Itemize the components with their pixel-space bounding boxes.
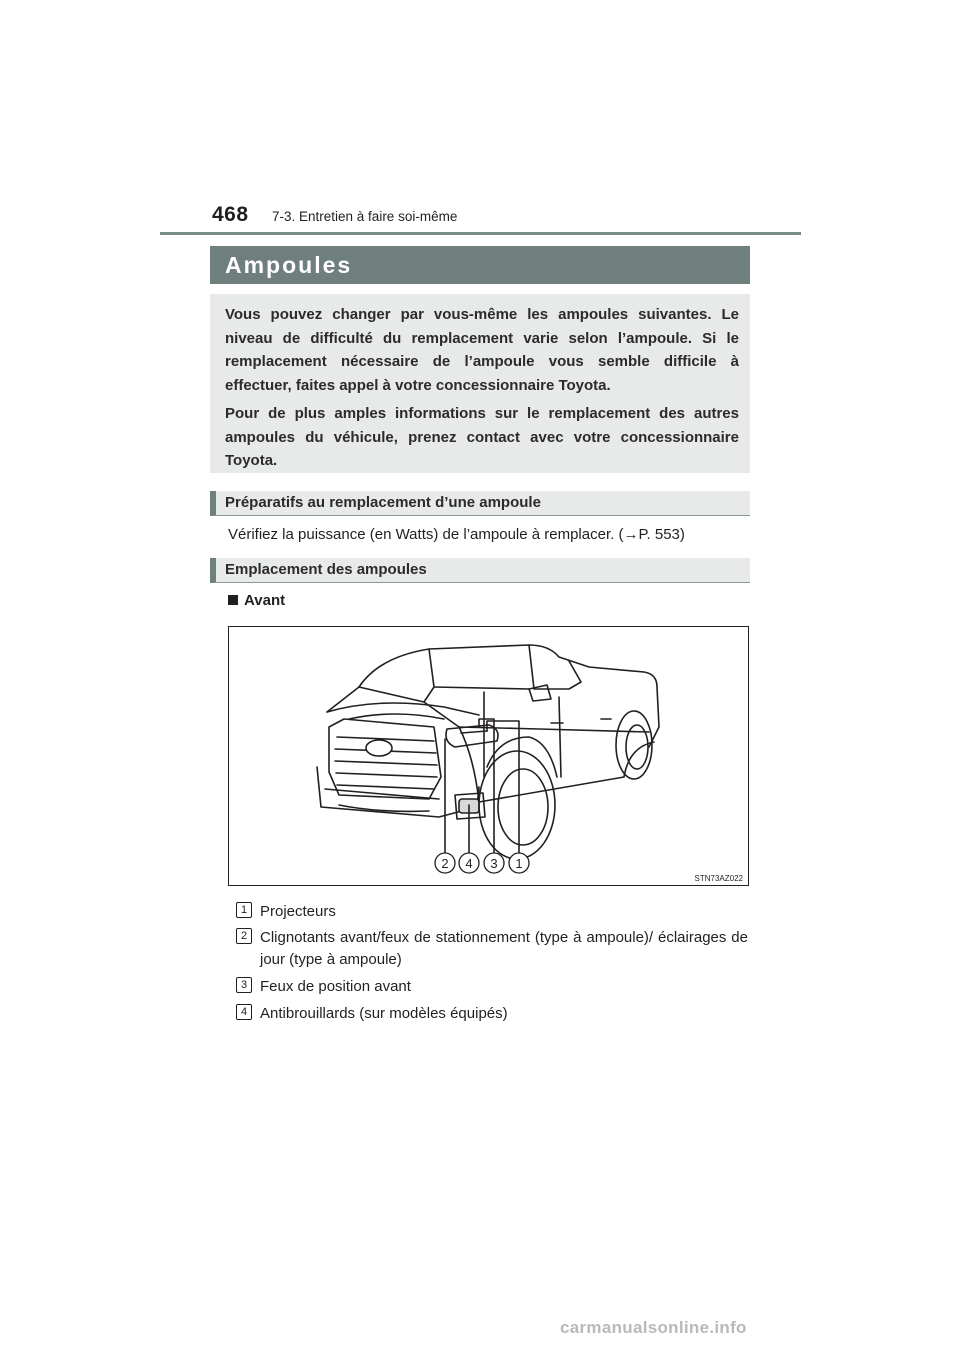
legend-item-headlights: Projecteurs [260,903,336,920]
page-number: 468 [212,203,249,226]
callout-numbers [435,853,529,873]
legend-number-badge: 3 [236,977,252,993]
intro-paragraph-1: Vous pouvez changer par vous-même les ampoules suivantes. Le niveau de difficulté du remplacement varie selon l’ampoule. Si le remplacement nécessaire de l’ampoule vous semble difficile à effectuer, faites appel à votre concessionnaire Toyota. [225,306,739,394]
legend-item-position-lights: Feux de position avant [260,978,411,995]
legend-number-badge: 4 [236,1004,252,1020]
callout-number: 1 [515,856,523,871]
preparation-text: Vérifiez la puissance (en Watts) de l’ampoule à remplacer. (→P. 553) [228,526,685,543]
legend-item-turn-signals: Clignotants avant/feux de stationnement (type à ampoule)/ éclairages de jour (type à ampoule) [260,929,748,968]
page-title: Ampoules [210,246,750,284]
callout-number: 4 [465,856,473,871]
watermark: carmanualsonline.info [560,1318,747,1337]
intro-paragraph-2: Pour de plus amples informations sur le remplacement des autres ampoules du véhicule, prenez contact avec votre concessionnaire Toyota. [225,405,739,469]
section-header: 7-3. Entretien à faire soi-même [272,209,458,224]
truck-front-figure [228,626,749,886]
callout-number: 2 [441,856,449,871]
intro-box [210,294,750,473]
preparation-heading: Préparatifs au remplacement d’une ampoule [210,491,750,516]
legend-number-badge: 2 [236,928,252,944]
header-rule [160,232,801,235]
locations-heading: Emplacement des ampoules [210,558,750,583]
legend-number-badge: 1 [236,902,252,918]
pickup-truck-illustration [229,627,748,885]
square-bullet-icon [228,595,238,605]
callout-number: 3 [490,856,498,871]
figure-code: STN73AZ022 [694,874,743,883]
front-label: Avant [244,592,286,609]
legend-item-fog-lights: Antibrouillards (sur modèles équipés) [260,1005,508,1022]
